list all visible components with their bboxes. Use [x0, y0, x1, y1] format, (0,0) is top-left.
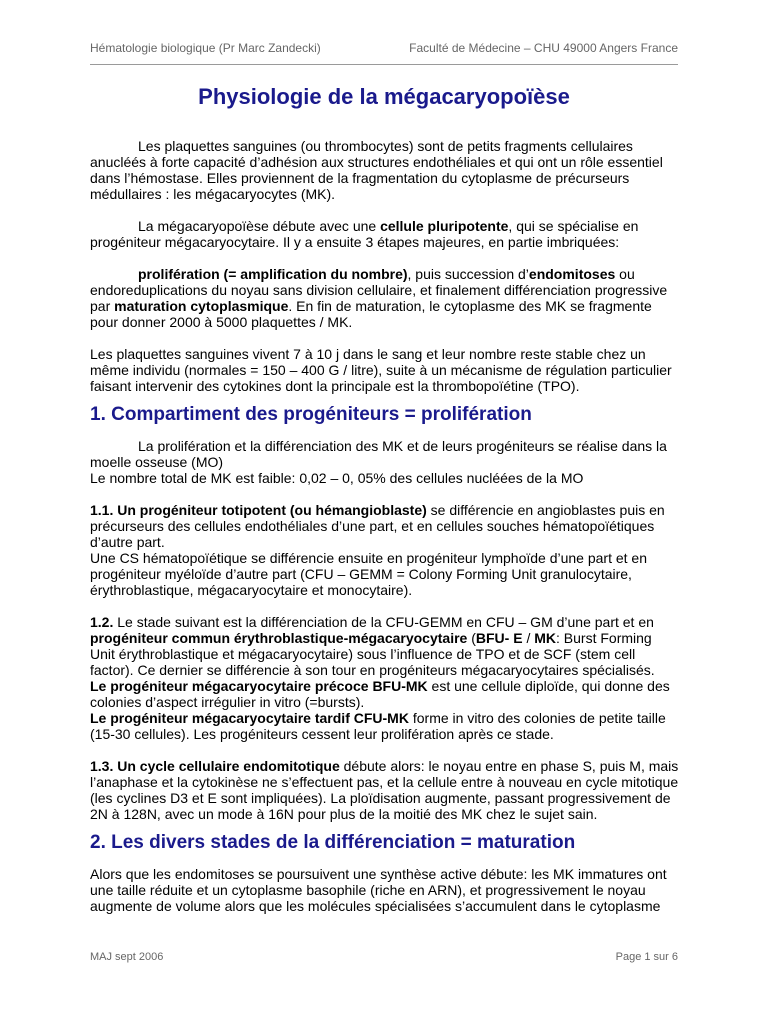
header-rule	[90, 64, 678, 65]
bold-text: progéniteur commun érythroblastique-mégacaryocytaire	[90, 630, 468, 646]
section-1-paragraph	[90, 438, 680, 486]
section-2-heading: 2. Les divers stades de la différenciation = maturation	[90, 832, 576, 853]
header-right: Faculté de Médecine – CHU 49000 Angers France	[409, 41, 678, 55]
bold-text: MK	[534, 630, 557, 646]
bold-text: prolifération (= amplification du nombre)	[138, 266, 408, 282]
page-title: Physiologie de la mégacaryopoïèse	[198, 84, 570, 109]
text: est une cellule diploïde, qui donne des colonies d’aspect irrégulier in vitro (=bursts).	[90, 678, 670, 710]
text: débute alors: le noyau entre en phase S, puis M, mais l’anaphase et la cytokinèse ne s’effectuent pas, et la cellule entre à nouveau en cycle mitotique (les cyclines D3 et E sont impliquées). La ploïdisation augmente, passant progressivement de 2N à 128N, avec un mode à 16N pour plus de la moitié des MK chez le sujet sain.	[90, 758, 679, 822]
intro-paragraph-2	[90, 218, 680, 250]
text: Le stade suivant est la différenciation de la CFU-GEMM en CFU – GM d’une part et en	[113, 614, 654, 630]
subsection-1-1	[90, 502, 680, 598]
text: /	[522, 630, 535, 646]
text: Une CS hématopoïétique se différencie ensuite en progéniteur lymphoïde d’une part et en progéniteur myéloïde d’autre part (CFU – GEMM = Colony Forming Unit granulocytaire, érythroblastique, mégacaryocytaire et monocytaire).	[90, 550, 647, 598]
intro-paragraph-1: Les plaquettes sanguines (ou thrombocytes) sont de petits fragments cellulaires anucléés à forte capacité d’adhésion aux structures endothéliales et qui ont un rôle essentiel dans l’hémostase. Elles proviennent de la fragmentation du cytoplasme de précurseurs médullaires : les mégacaryocytes (MK).	[90, 138, 663, 202]
intro-paragraph-3	[90, 266, 680, 330]
footer-left: MAJ sept 2006	[90, 951, 164, 963]
subsection-1-3	[90, 758, 680, 822]
bold-text: Le progéniteur mégacaryocytaire précoce BFU-MK	[90, 678, 428, 694]
bold-text: Le progéniteur mégacaryocytaire tardif CFU-MK	[90, 710, 409, 726]
text: (	[467, 630, 476, 646]
bold-text: 1.1. Un progéniteur totipotent (ou hémangioblaste)	[90, 502, 427, 518]
header-left: Hématologie biologique (Pr Marc Zandecki)	[90, 41, 321, 55]
text: , qui se spécialise en progéniteur mégacaryocytaire. Il y a ensuite 3 étapes majeures, en partie imbriquées:	[90, 218, 639, 250]
bold-text: maturation cytoplasmique	[114, 298, 289, 314]
bold-text: endomitoses	[528, 266, 616, 282]
bold-text: 1.3. Un cycle cellulaire endomitotique	[90, 758, 340, 774]
section-2-paragraph: Alors que les endomitoses se poursuivent une synthèse active débute: les MK immatures ont une taille réduite et un cytoplasme basophile (riche en ARN), et progressivement le noyau augmente de volume alors que les molécules spécialisées s’accumulent dans le cytoplasme	[90, 866, 667, 914]
text: . En fin de maturation, le cytoplasme des MK se fragmente pour donner 2000 à 5000 plaquettes / MK.	[90, 298, 652, 330]
page-header	[90, 41, 678, 55]
text: forme in vitro des colonies de petite taille (15-30 cellules). Les progéniteurs cessent leur prolifération après ce stade.	[90, 710, 666, 742]
text: : Burst Forming Unit érythroblastique et mégacaryocytaire) sous l’influence de TPO et de SCF (stem cell factor). Ce dernier se différencie à son tour en progéniteurs mégacaryocytaires spécialisés.	[90, 630, 655, 678]
document-body	[90, 138, 680, 930]
text: La prolifération et la différenciation des MK et de leurs progéniteurs se réalise dans la moelle osseuse (MO)	[90, 438, 667, 470]
text: Le nombre total de MK est faible: 0,02 – 0, 05% des cellules nucléées de la MO	[90, 470, 584, 486]
page-number: Page 1 sur 6	[615, 951, 678, 963]
subsection-1-2	[90, 614, 680, 742]
text: se différencie en angioblastes puis en précurseurs des cellules endothéliales d’une part, et en cellules souches hématopoïétiques d’autre part.	[90, 502, 665, 550]
bold-text: BFU- E	[475, 630, 523, 646]
bold-text: 1.2.	[90, 614, 114, 630]
text: , puis succession d’	[407, 266, 529, 282]
intro-paragraph-4: Les plaquettes sanguines vivent 7 à 10 j dans le sang et leur nombre reste stable chez un même individu (normales = 150 – 400 G / litre), suite à un mécanisme de régulation particulier faisant intervenir des cytokines dont la principale est la thrombopoïétine (TPO).	[90, 346, 672, 394]
section-1-heading: 1. Compartiment des progéniteurs = prolifération	[90, 404, 532, 425]
text: ou endoreduplications du noyau sans division cellulaire, et finalement différenciation progressive par	[90, 266, 668, 314]
bold-text: cellule pluripotente	[380, 218, 509, 234]
text: La mégacaryopoïèse débute avec une	[138, 218, 381, 234]
